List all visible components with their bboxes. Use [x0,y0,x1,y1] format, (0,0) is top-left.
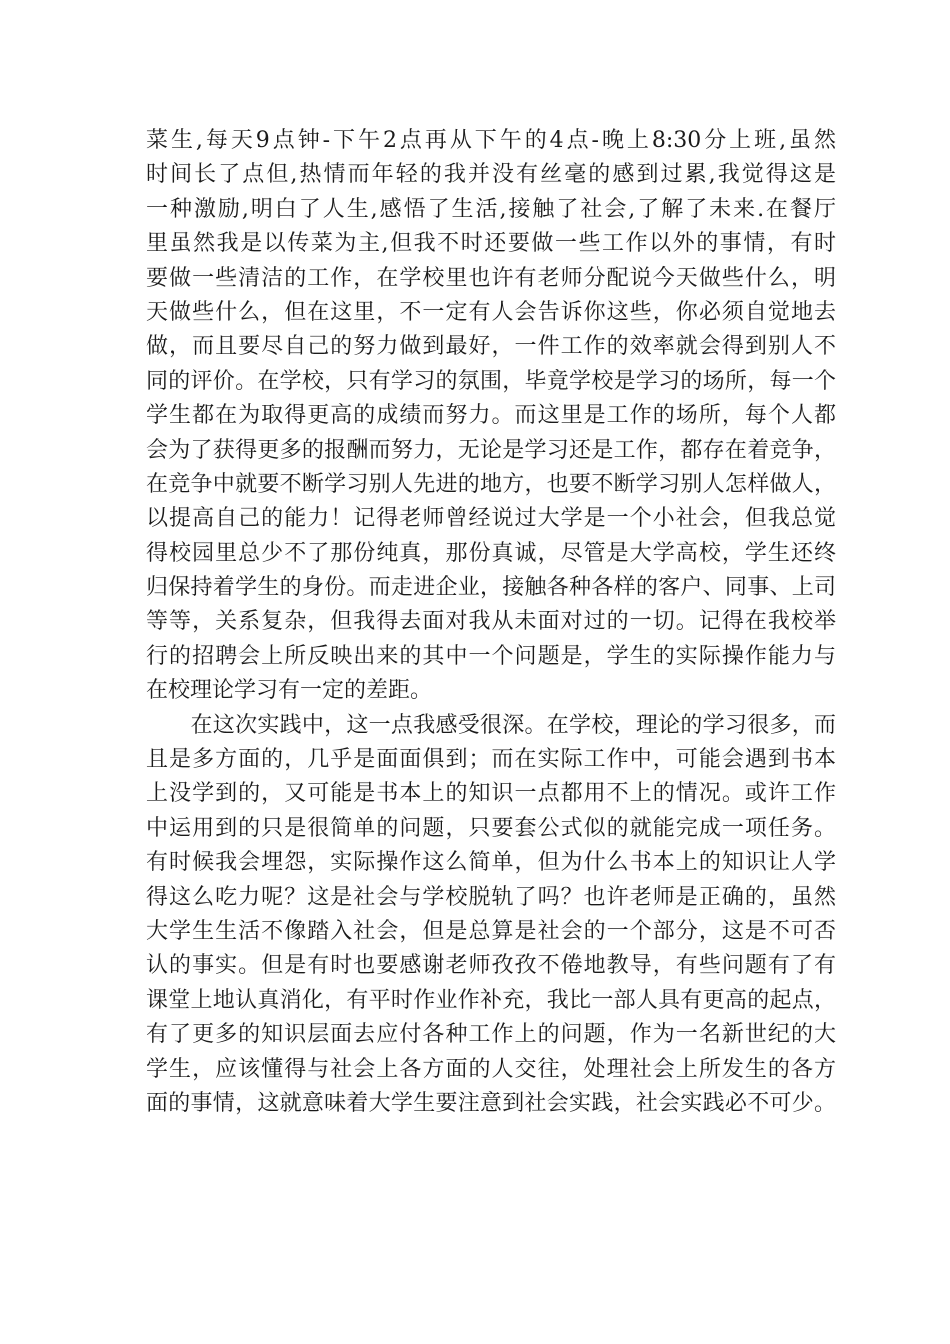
text-line: 做，而且要尽自己的努力做到最好，一件工作的效率就会得到别人不 [146,334,836,360]
text-line: 得这么吃力呢？这是社会与学校脱轨了吗？也许老师是正确的，虽然 [146,884,836,910]
text-line: 要做一些清洁的工作，在学校里也许有老师分配说今天做些什么，明 [146,265,836,291]
text-line: 大学生生活不像踏入社会，但是总算是社会的一个部分，这是不可否 [146,918,836,944]
text-line: 以提高自己的能力！记得老师曾经说过大学是一个小社会，但我总觉 [146,506,836,532]
text-line: 同的评价。在学校，只有学习的氛围，毕竟学校是学习的场所，每一个 [146,368,836,394]
text-line: 有时候我会埋怨，实际操作这么简单，但为什么书本上的知识让人学 [146,850,836,876]
text-line: 面的事情，这就意味着大学生要注意到社会实践，社会实践必不可少。 [146,1090,836,1116]
text-line: 会为了获得更多的报酬而努力，无论是学习还是工作，都存在着竞争， [146,437,836,463]
text-line: 学生，应该懂得与社会上各方面的人交往，处理社会上所发生的各方 [146,1056,836,1082]
text-line: 在这次实践中，这一点我感受很深。在学校，理论的学习很多，而 [146,712,836,738]
text-line: 归保持着学生的身份。而走进企业，接触各种各样的客户、同事、上司 [146,575,836,601]
text-line: 菜生,每天9点钟-下午2点再从下午的4点-晚上8:30分上班,虽然 [146,128,836,153]
text-line: 上没学到的，又可能是书本上的知识一点都用不上的情况。或许工作 [146,781,836,807]
text-line: 课堂上地认真消化，有平时作业作补充，我比一部人具有更高的起点， [146,987,836,1013]
text-line: 时间长了点但,热情而年轻的我并没有丝毫的感到过累,我觉得这是 [146,162,836,188]
text-line: 天做些什么，但在这里，不一定有人会告诉你这些，你必须自觉地去 [146,299,836,325]
text-line: 一种激励,明白了人生,感悟了生活,接触了社会,了解了未来.在餐厅 [146,196,836,222]
text-line: 且是多方面的，几乎是面面俱到；而在实际工作中，可能会遇到书本 [146,747,836,773]
text-line: 里虽然我是以传菜为主,但我不时还要做一些工作以外的事情，有时 [146,231,836,257]
text-line: 中运用到的只是很简单的问题，只要套公式似的就能完成一项任务。 [146,815,836,841]
text-line: 在竞争中就要不断学习别人先进的地方，也要不断学习别人怎样做人， [146,471,836,497]
body-text [146,124,836,1121]
text-line: 得校园里总少不了那份纯真，那份真诚，尽管是大学高校，学生还终 [146,540,836,566]
text-line: 在校理论学习有一定的差距。 [146,678,433,704]
text-line: 学生都在为取得更高的成绩而努力。而这里是工作的场所，每个人都 [146,403,836,429]
text-line: 行的招聘会上所反映出来的其中一个问题是，学生的实际操作能力与 [146,643,836,669]
text-line: 有了更多的知识层面去应付各种工作上的问题，作为一名新世纪的大 [146,1022,836,1048]
text-line: 等等，关系复杂，但我得去面对我从未面对过的一切。记得在我校举 [146,609,836,635]
text-line: 认的事实。但是有时也要感谢老师孜孜不倦地教导，有些问题有了有 [146,953,836,979]
